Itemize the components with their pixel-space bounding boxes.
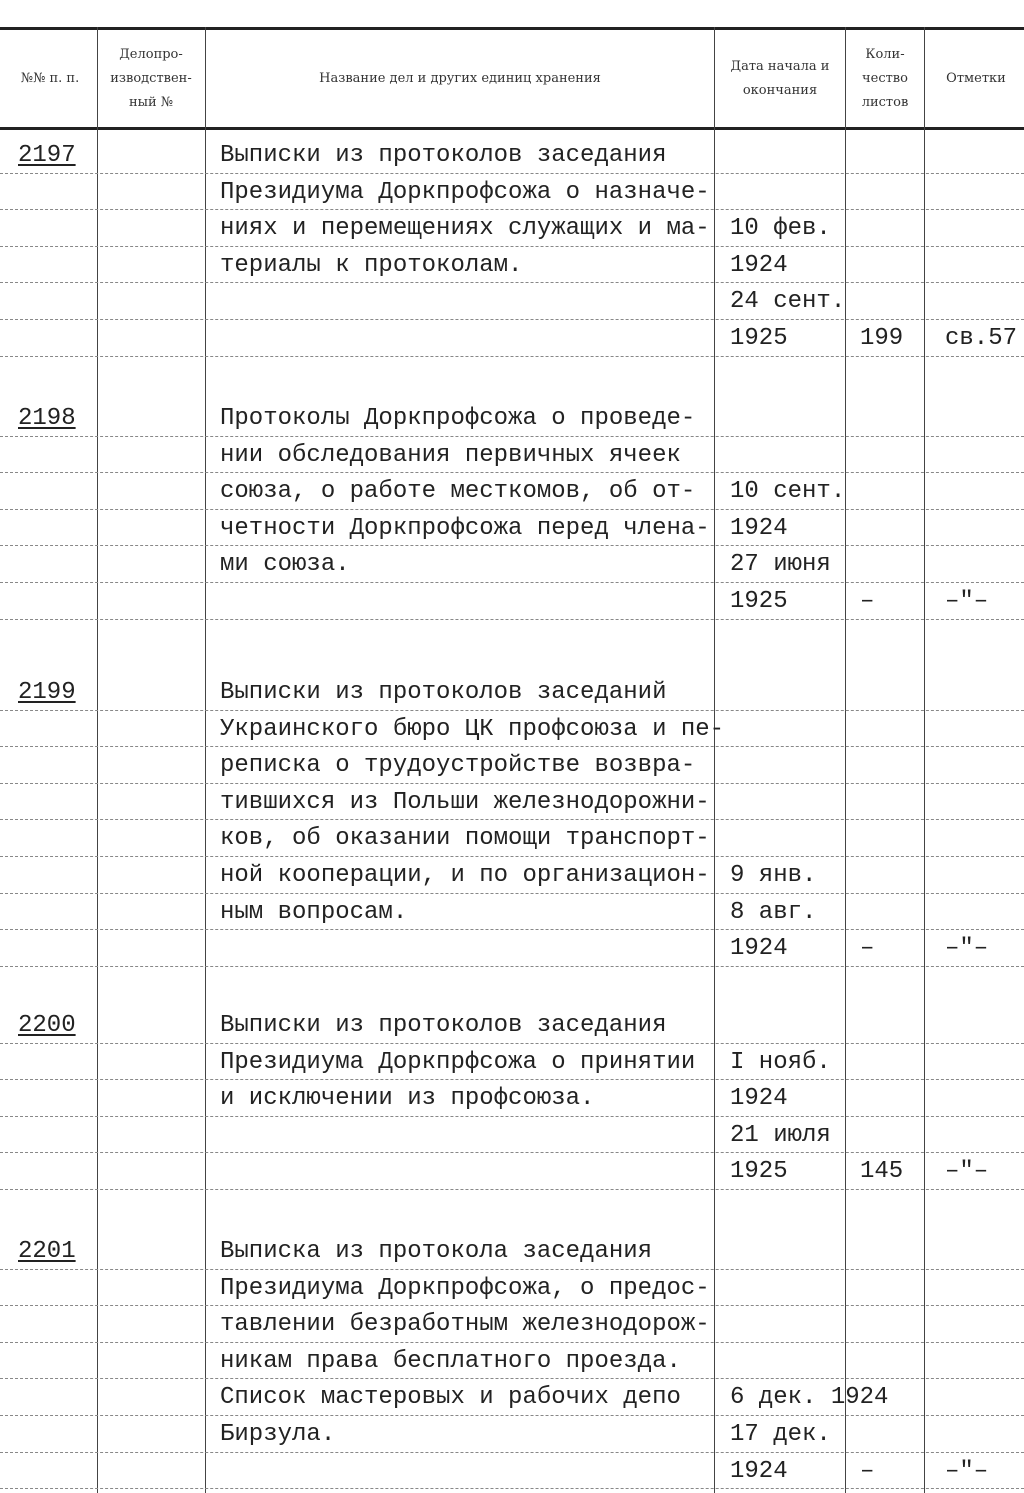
record-sheet-count: 199 [860,324,904,352]
record-2197 [0,137,1024,357]
table-row [0,930,1024,967]
record-description-line: тившихся из Польши железнодорожни- [220,788,710,816]
record-description-line: Выписки из протоколов заседаний [220,679,667,706]
record-date: 1924 [730,251,788,279]
record-date: 27 июня [730,551,831,579]
record-description-line: ков, об оказании помощи транспорт- [220,825,710,853]
record-description-line: Бирзула. [220,1420,336,1448]
record-sheet-count: – [860,587,875,615]
table-row [0,1153,1024,1190]
record-date: 21 июля [730,1121,831,1149]
record-description-line: ной кооперации, и по организацион- [220,861,710,889]
header-sheets: Коли-чество листов [861,47,909,110]
record-number: 2199 [18,679,76,706]
table-row [0,747,1024,784]
record-sheet-count: – [860,935,875,963]
record-2198 [0,400,1024,620]
table-row [0,1416,1024,1453]
header-dates: Дата начала и окончания [730,59,830,98]
table-row [0,1117,1024,1154]
table-row [0,437,1024,474]
record-date: 1925 [730,587,788,615]
record-description-line: и исключении из профсоюза. [220,1085,595,1113]
record-date: 24 сент. [730,288,846,316]
record-2199 [0,674,1024,967]
table-row [0,711,1024,748]
header-title: Название дел и других единиц хранения [319,71,601,86]
table-row [0,1306,1024,1343]
header-notes: Отметки [946,71,1006,86]
record-date: I нояб. [730,1048,831,1076]
table-row [0,546,1024,583]
record-description-line: Президиума Доркпрофсожа о назначе- [220,178,710,206]
record-2200 [0,1007,1024,1190]
table-row [0,1007,1024,1044]
record-2201 [0,1233,1024,1489]
table-row [0,283,1024,320]
table-row [0,137,1024,174]
record-note: –"– [945,1158,989,1186]
record-description-line: Протоколы Доркпрофсожа о проведе- [220,405,696,432]
table-row [0,894,1024,931]
table-row [0,583,1024,620]
record-description-line: ным вопросам. [220,898,408,926]
table-row [0,320,1024,357]
header-number: №№ п. п. [20,71,80,86]
record-sheet-count: – [860,1457,875,1485]
record-description-line: Президиума Доркпрофсожа, о предос- [220,1274,710,1302]
record-description-line: ниях и перемещениях служащих и ма- [220,215,710,243]
record-description-line: Президиума Доркпрфсожа о принятии [220,1048,696,1076]
record-date: 1924 [730,1085,788,1113]
record-description-line: четности Доркпрофсожа перед члена- [220,514,710,542]
record-number: 2198 [18,405,76,432]
table-row [0,210,1024,247]
record-date: 10 сент. [730,478,846,506]
record-date: 10 фев. [730,215,831,243]
table-row [0,674,1024,711]
record-date: 17 дек. [730,1420,831,1448]
record-description-line: нии обследования первичных ячеек [220,441,681,469]
record-date: 1924 [730,514,788,542]
table-row [0,857,1024,894]
table-row [0,510,1024,547]
table-row [0,473,1024,510]
record-date: 8 авг. [730,898,817,926]
record-date: 9 янв. [730,861,817,889]
record-date: 6 дек. 1924 [730,1384,889,1412]
table-row [0,1080,1024,1117]
record-date: 1925 [730,1158,788,1186]
record-description-line: ми союза. [220,551,350,579]
record-description-line: реписка о трудоустройстве возвра- [220,752,696,780]
header-office-number: Делопро-изводствен-ный № [110,47,192,110]
record-date: 1924 [730,1457,788,1485]
record-note: –"– [945,1457,989,1485]
record-note: св.57 [945,324,1018,352]
table-row [0,1044,1024,1081]
record-description-line: Выписки из протоколов заседания [220,1012,667,1039]
record-description-line: союза, о работе месткомов, об от- [220,478,696,506]
table-row [0,784,1024,821]
table-row [0,247,1024,284]
record-description-line: териалы к протоколам. [220,251,523,279]
table-row [0,174,1024,211]
table-row [0,1270,1024,1307]
record-date: 1924 [730,935,788,963]
record-description-line: Список мастеровых и рабочих депо [220,1384,681,1412]
record-number: 2197 [18,142,76,169]
record-number: 2200 [18,1012,76,1039]
record-number: 2201 [18,1238,76,1265]
table-row [0,1343,1024,1380]
table-row [0,820,1024,857]
record-note: –"– [945,935,989,963]
record-description-line: тавлении безработным железнодорож- [220,1311,710,1339]
record-description-line: Выписки из протоколов заседания [220,142,667,169]
record-description-line: Выписка из протокола заседания [220,1238,653,1265]
record-note: –"– [945,587,989,615]
table-row [0,1453,1024,1490]
table-row [0,1379,1024,1416]
record-date: 1925 [730,324,788,352]
record-description-line: Украинского бюро ЦК профсоюза и пе- [220,715,725,743]
table-row [0,1233,1024,1270]
record-description-line: никам права бесплатного проезда. [220,1347,681,1375]
table-row [0,400,1024,437]
record-sheet-count: 145 [860,1158,904,1186]
